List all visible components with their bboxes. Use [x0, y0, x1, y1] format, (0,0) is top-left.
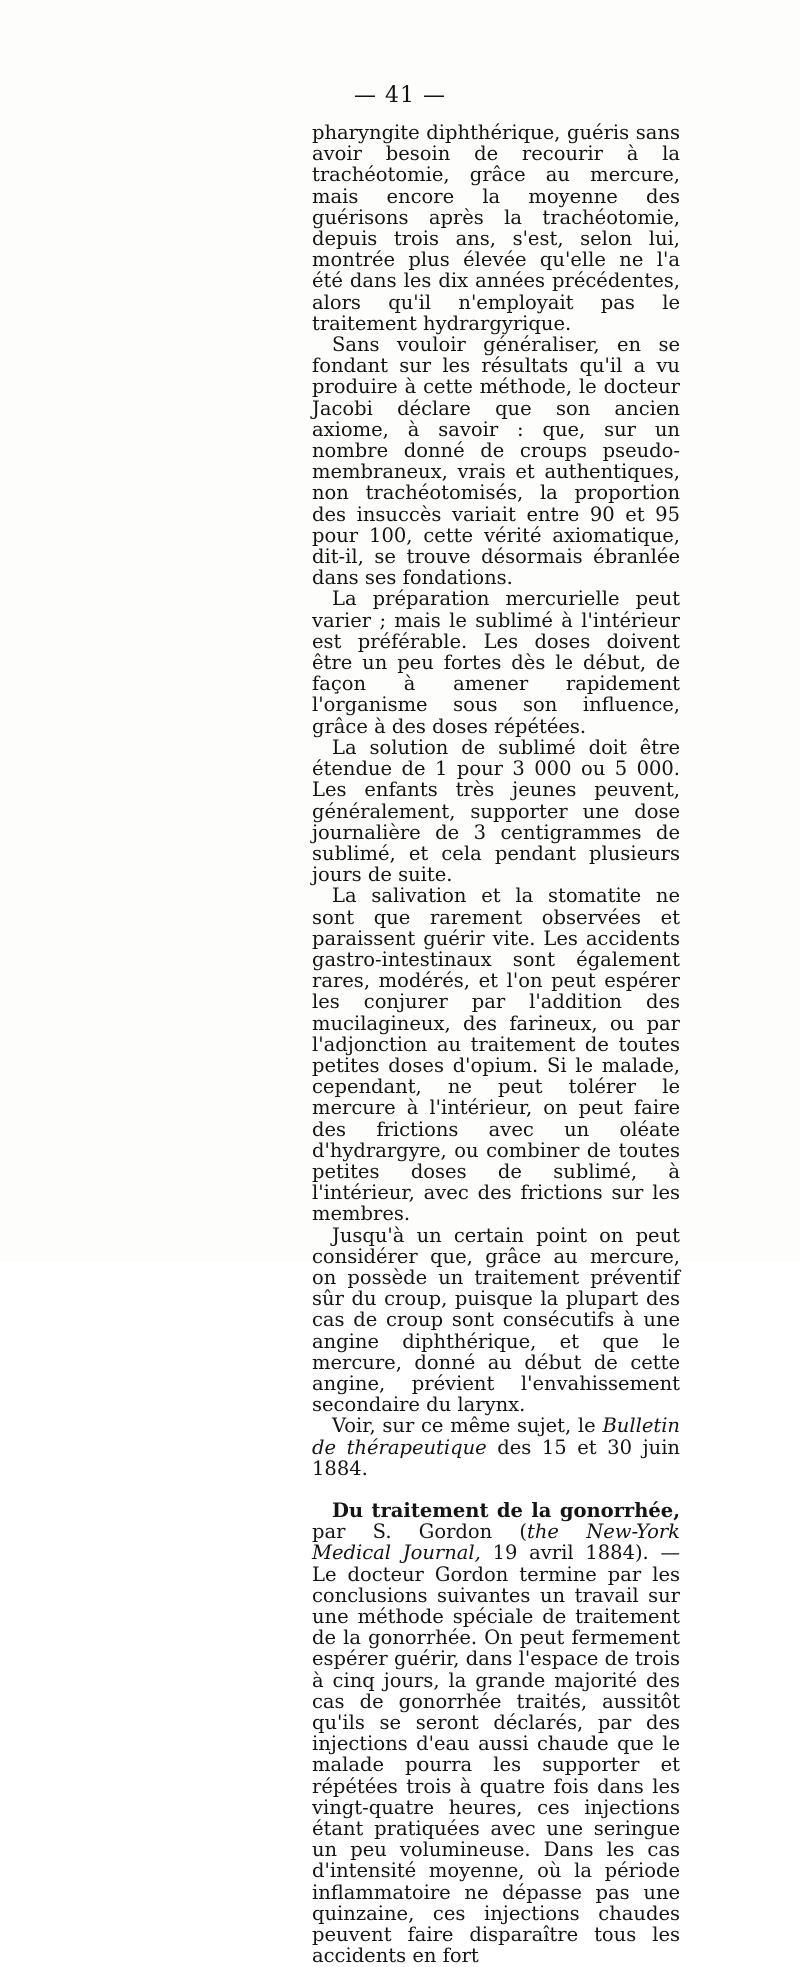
article-heading: Du traitement de la gonorrhée, [332, 1499, 680, 1522]
paragraph-8 [312, 1500, 680, 1966]
reference-lead: Voir, sur ce même sujet, le [332, 1414, 603, 1438]
paragraph-3: La préparation mercurielle peut varier ; mais le sublimé à l'intérieur est préférable. Les doses doivent être un peu fortes dès le début, de façon à amener rapidement l'organisme sous son influence, grâce à des doses répétées. [312, 587, 680, 738]
page-number: — 41 — [354, 83, 446, 108]
paragraph-7 [312, 1415, 680, 1479]
reference-tail: des 15 et 30 juin 1884. [312, 1435, 680, 1480]
paragraph-5: La salivation et la stomatite ne sont que rarement observées et paraissent guérir vite. Les accidents gastro-intestinaux sont également rares, modérés, et l'on peut espérer les conjurer par l'addition des mucilagineux, des farineux, ou par l'adjonction au traitement de toutes petites doses d'opium. Si le malade, cependant, ne peut tolérer le mercure à l'intérieur, on peut faire des frictions avec un oléate d'hydrargyre, ou combiner de toutes petites doses de sublimé, à l'intérieur, avec des frictions sur les membres. [312, 884, 680, 1226]
article-journal: the New-York Medical Journal, [312, 1520, 680, 1565]
article-byline: par S. Gordon ( [312, 1520, 528, 1544]
paragraph-1: pharyngite diphthérique, guéris sans avoir besoin de recourir à la trachéotomie, grâce au mercure, mais encore la moyenne des guérisons après la trachéotomie, depuis trois ans, s'est, selon lui, montrée plus élevée qu'elle ne l'a été dans les dix années précédentes, alors qu'il n'employait pas le traitement hydrargyrique. [312, 121, 680, 335]
paragraph-2: Sans vouloir généraliser, en se fondant sur les résultats qu'il a vu produire à cette méthode, le docteur Jacobi déclare que son ancien axiome, à savoir : que, sur un nombre donné de croups pseudo-membraneux, vrais et authentiques, non trachéotomisés, la proportion des insuccès variait entre 90 et 95 pour 100, cette vérité axiomatique, dit-il, se trouve désormais ébranlée dans ses fondations. [312, 333, 680, 590]
article-text: — Le docteur Gordon termine par les conclusions suivantes un travail sur une méthode spéciale de traitement de la gonorrhée. On peut fermement espérer guérir, dans l'espace de trois à cinq jours, la grande majorité des cas de gonorrhée traités, aussitôt qu'ils se seront déclarés, par des injections d'eau aussi chaude que le malade pourra les supporter et répétées trois à quatre fois dans les vingt-quatre heures, ces injections étant pratiquées avec une seringue un peu volumineuse. Dans les cas d'intensité moyenne, où la période inflammatoire ne dépasse pas une quinzaine, ces injections chaudes peuvent faire disparaître tous les accidents en fort [312, 1541, 681, 1967]
paragraph-6: Jusqu'à un certain point on peut considérer que, grâce au mercure, on possède un traitement préventif sûr du croup, puisque la plupart des cas de croup sont consécutifs à une angine diphthérique, et que le mercure, donné au début de cette angine, prévient l'envahissement secondaire du larynx. [312, 1223, 680, 1417]
reference-title: Bulletin de thérapeutique [312, 1414, 680, 1459]
body-text [312, 122, 680, 1966]
article-date: 19 avril 1884). [480, 1541, 649, 1565]
paragraph-4: La solution de sublimé doit être étendue de 1 pour 3 000 ou 5 000. Les enfants très jeunes peuvent, généralement, supporter une dose journalière de 3 centigrammes de sublimé, et cela pendant plusieurs jours de suite. [312, 735, 680, 887]
